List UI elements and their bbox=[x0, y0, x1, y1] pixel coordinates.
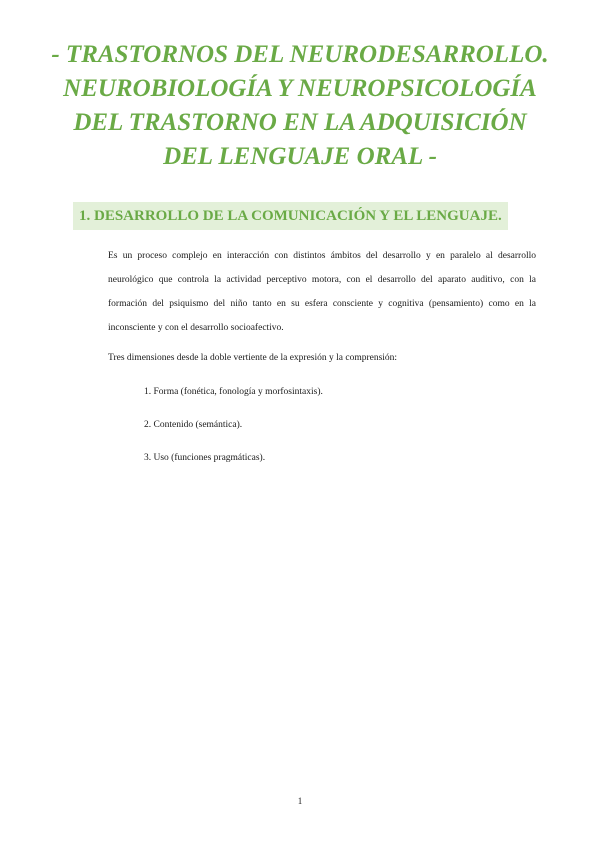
dimensions-list bbox=[144, 380, 323, 479]
list-item: 1. Forma (fonética, fonología y morfosintaxis). bbox=[144, 387, 323, 397]
title-line: - TRASTORNOS DEL NEURODESARROLLO. bbox=[51, 41, 549, 68]
title-line: DEL LENGUAJE ORAL - bbox=[163, 143, 437, 170]
body-paragraph: Es un proceso complejo en interacción con distintos ámbitos del desarrollo y en paralelo al desarrollo neurológico que controla la actividad perceptivo motora, con el desarrollo del aparato auditivo, con la formación del psiquismo del niño tanto en su esfera consciente y cognitiva (pensamiento) como en la inconsciente y con el desarrollo socioafectivo. bbox=[108, 251, 536, 333]
title-line: NEUROBIOLOGÍA Y NEUROPSICOLOGÍA bbox=[63, 75, 537, 102]
list-item: 2. Contenido (semántica). bbox=[144, 420, 243, 430]
dimensions-intro: Tres dimensiones desde la doble vertiente de la expresión y la comprensión: bbox=[108, 353, 398, 363]
page-number: 1 bbox=[297, 796, 303, 806]
section-heading: 1. DESARROLLO DE LA COMUNICACIÓN Y EL LENGUAJE. bbox=[73, 202, 508, 230]
document-title bbox=[20, 38, 580, 174]
title-line: DEL TRASTORNO EN LA ADQUISICIÓN bbox=[73, 109, 527, 136]
list-item: 3. Uso (funciones pragmáticas). bbox=[144, 453, 266, 463]
